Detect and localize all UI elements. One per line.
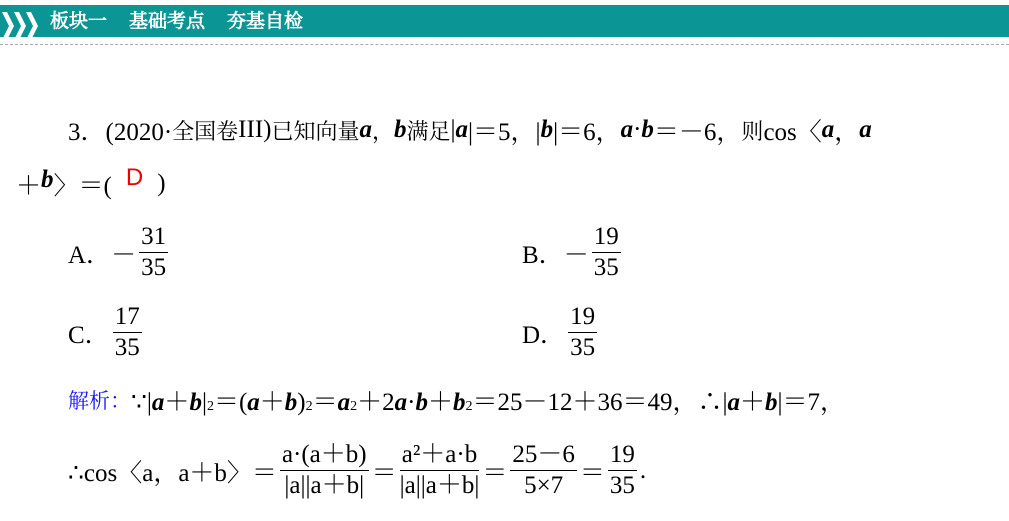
solution-fraction: [280, 440, 369, 501]
text-segment: |: [450, 116, 456, 143]
denominator: 35: [141, 254, 167, 281]
chevrons-icon: [0, 10, 44, 42]
denominator: 35: [593, 254, 619, 281]
section-title: [50, 5, 325, 37]
denominator: 35: [609, 472, 635, 499]
text-segment: ，: [834, 119, 860, 146]
option-label: B．: [522, 241, 564, 269]
text-segment: b: [641, 116, 654, 143]
text-segment: b: [41, 166, 54, 193]
option-fraction: [113, 302, 142, 363]
text-segment: a: [821, 116, 835, 143]
solution-label: 解析：: [68, 389, 131, 413]
text-segment: III): [238, 116, 272, 143]
divider: [0, 44, 1009, 45]
option-sign: －: [111, 241, 137, 269]
numerator: 25－6: [510, 440, 577, 471]
denominator: |a||a＋b|: [399, 472, 480, 499]
text-segment: |: [201, 389, 207, 416]
option-label: A．: [68, 241, 112, 269]
option-fraction: [139, 222, 168, 283]
text-segment: b: [453, 389, 466, 416]
question-line-2: [16, 166, 166, 202]
option-fraction: [592, 222, 621, 283]
equals: ＝: [482, 459, 508, 487]
text-segment: 已知向量: [271, 119, 360, 145]
option-b: [522, 222, 624, 283]
text-segment: |＝6，: [553, 119, 621, 146]
section-part: 板块一: [50, 10, 108, 32]
option-label: D．: [522, 321, 566, 349]
text-segment: a: [359, 116, 372, 143]
equals: ＝: [371, 459, 397, 487]
text-segment: 则: [741, 119, 764, 145]
solution-line-2: [68, 440, 646, 501]
text-segment: a: [727, 389, 741, 416]
question-line-1: [68, 112, 872, 148]
option-c: [68, 302, 145, 363]
solution-fraction: [400, 440, 480, 501]
denominator: |a||a＋b|: [284, 472, 365, 499]
section-topic: 基础考点: [129, 10, 206, 32]
text-segment: 全国卷: [172, 119, 239, 145]
denominator: 35: [570, 334, 596, 361]
text-segment: 2: [305, 399, 313, 414]
numerator: 19: [592, 222, 621, 253]
numerator: 19: [568, 302, 597, 333]
text-segment: ，: [372, 119, 395, 145]
text-segment: |＝7，: [777, 389, 846, 416]
solution-line-1-text: [131, 382, 845, 418]
text-segment: 3．(2020·: [68, 119, 173, 146]
period: .: [639, 456, 647, 484]
text-segment: ＋: [259, 389, 285, 416]
text-segment: ＋: [164, 389, 190, 416]
denominator: 5×7: [524, 472, 564, 499]
text-segment: b: [415, 389, 428, 416]
numerator: a·(a＋b): [280, 440, 369, 471]
text-segment: b: [540, 116, 554, 143]
text-segment: a: [337, 389, 351, 416]
option-a: [68, 222, 171, 283]
text-segment: ＝(: [213, 389, 248, 416]
text-segment: b: [394, 116, 407, 143]
text-segment: b: [189, 389, 202, 416]
solution-line-1: [68, 382, 845, 418]
solution-fraction: [510, 440, 577, 501]
text-segment: ∵|: [131, 389, 152, 416]
numerator: a²＋a·b: [400, 440, 480, 471]
text-segment: |＝5，|: [468, 119, 541, 146]
text-segment: ＋: [740, 389, 766, 416]
text-segment: a: [859, 116, 872, 143]
text-segment: 2: [206, 399, 214, 414]
text-segment: ＝25－12＋36＝49，∴|: [472, 389, 728, 416]
section-sub: 夯基自检: [227, 10, 304, 32]
text-segment: ＝: [312, 389, 338, 416]
text-segment: ): [297, 389, 306, 416]
numerator: 17: [113, 302, 142, 333]
text-segment: ＋2: [357, 389, 395, 416]
text-segment: ·: [407, 389, 416, 416]
text-segment: a: [455, 116, 469, 143]
solution-fraction: [608, 440, 637, 501]
option-sign: －: [563, 241, 589, 269]
text-segment: cos〈: [763, 119, 822, 146]
answer: D: [125, 164, 144, 191]
text-segment: 〉＝(: [53, 173, 112, 200]
text-segment: ＋: [16, 173, 42, 200]
paren-close: ): [157, 170, 166, 197]
text-segment: ＋: [427, 389, 453, 416]
text-segment: ·: [633, 116, 642, 143]
option-fraction: [568, 302, 597, 363]
text-segment: a: [394, 389, 408, 416]
numerator: 31: [139, 222, 168, 253]
text-segment: 满足: [406, 119, 451, 145]
text-segment: a: [247, 389, 260, 416]
question-line-2-text: [16, 166, 112, 202]
text-segment: a: [151, 389, 165, 416]
text-segment: 2: [350, 399, 358, 414]
option-d: [522, 302, 600, 363]
numerator: 19: [608, 440, 637, 471]
solution-line-2-lead: ∴cos〈a，a＋b〉＝: [68, 459, 277, 487]
text-segment: b: [284, 389, 298, 416]
text-segment: b: [765, 389, 778, 416]
denominator: 35: [114, 334, 140, 361]
option-label: C．: [68, 321, 110, 349]
text-segment: ＝－6，: [653, 119, 742, 146]
text-segment: 2: [465, 399, 473, 414]
text-segment: a: [620, 116, 634, 143]
equals: ＝: [579, 459, 605, 487]
